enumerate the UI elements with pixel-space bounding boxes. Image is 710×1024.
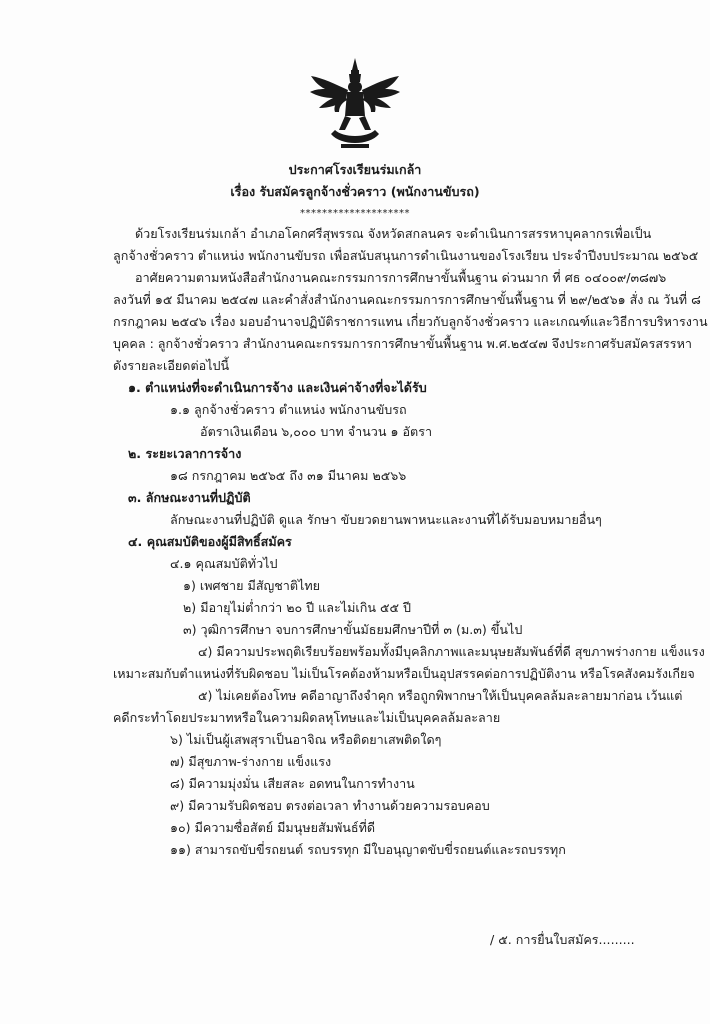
list-item: ๑๑) สามารถขับขี่รถยนต์ รถบรรทุก มีใบอนุญาตขับขี่รถยนต์และรถบรรทุก <box>170 842 566 857</box>
garuda-emblem-icon <box>305 56 405 156</box>
announcement-subject: เรื่อง รับสมัครลูกจ้างชั่วคราว (พนักงานขับรถ) <box>230 184 480 199</box>
announcement-title: ประกาศโรงเรียนร่มเกล้า <box>288 162 422 177</box>
intro-line: บุคคล : ลูกจ้างชั่วคราว สำนักงานคณะกรรมการการศึกษาขั้นพื้นฐาน พ.ศ.๒๕๔๗ จึงประกาศรับสมัครสรรหา <box>113 336 692 351</box>
subsection-heading: ๔.๑ คุณสมบัติทั่วไป <box>170 556 278 571</box>
list-item: ๕) ไม่เคยต้องโทษ คดีอาญาถึงจำคุก หรือถูกพิพากษาให้เป็นบุคคลล้มละลายมาก่อน เว้นแต่ <box>198 688 683 703</box>
section-item: ลักษณะงานที่ปฏิบัติ ดูแล รักษา ขับยวดยานพาหนะและงานที่ได้รับมอบหมายอื่นๆ <box>170 512 602 527</box>
intro-line: ลูกจ้างชั่วคราว ตำแหน่ง พนักงานขับรถ เพื่อสนับสนุนการดำเนินงานของโรงเรียน ประจำปีงบประมาณ ๒๕๖๕ <box>113 248 699 263</box>
list-item: คดีกระทำโดยประมาทหรือในความผิดลหุโทษและไม่เป็นบุคคลล้มละลาย <box>113 710 501 725</box>
section-heading: ๓. ลักษณะงานที่ปฏิบัติ <box>128 490 251 505</box>
list-item: ๖) ไม่เป็นผู้เสพสุราเป็นอาจิณ หรือติดยาเสพติดใดๆ <box>170 732 442 747</box>
intro-line: กรกฎาคม ๒๕๔๖ เรื่อง มอบอำนาจปฏิบัติราชการแทน เกี่ยวกับลูกจ้างชั่วคราว และเกณฑ์และวิธีการบริหารงาน <box>113 314 708 329</box>
list-item: ๘) มีความมุ่งมั่น เสียสละ อดทนในการทำงาน <box>170 776 415 791</box>
list-item: ๓) วุฒิการศึกษา จบการศึกษาขั้นมัธยมศึกษาปีที่ ๓ (ม.๓) ขึ้นไป <box>183 622 523 637</box>
list-item: ๙) มีความรับผิดชอบ ตรงต่อเวลา ทำงานด้วยความรอบคอบ <box>170 798 490 813</box>
intro-line: ลงวันที่ ๑๕ มีนาคม ๒๕๔๗ และคำสั่งสำนักงานคณะกรรมการการศึกษาขั้นพื้นฐาน ที่ ๒๙/๒๕๖๑ สั่ง ณ วันที่ ๘ <box>113 292 701 307</box>
list-item: ๒) มีอายุไม่ต่ำกว่า ๒๐ ปี และไม่เกิน ๕๕ ปี <box>183 600 412 615</box>
intro-line: ด้วยโรงเรียนร่มเกล้า อำเภอโคกศรีสุพรรณ จังหวัดสกลนคร จะดำเนินการสรรหาบุคลากรเพื่อเป็น <box>135 226 652 241</box>
section-item: ๑.๑ ลูกจ้างชั่วคราว ตำแหน่ง พนักงานขับรถ <box>170 402 407 417</box>
list-item: ๑) เพศชาย มีสัญชาติไทย <box>183 578 321 593</box>
separator-line: ******************** <box>300 208 410 219</box>
section-heading: ๔. คุณสมบัติของผู้มีสิทธิ์สมัคร <box>128 534 292 549</box>
section-heading: ๒. ระยะเวลาการจ้าง <box>128 446 242 461</box>
intro-line: ดังรายละเอียดต่อไปนี้ <box>113 358 230 373</box>
next-page-note: / ๕. การยื่นใบสมัคร......... <box>490 932 635 947</box>
list-item: ๑๐) มีความซื่อสัตย์ มีมนุษยสัมพันธ์ที่ดี <box>170 820 376 835</box>
list-item: ๔) มีความประพฤติเรียบร้อยพร้อมทั้งมีบุคลิกภาพและมนุษยสัมพันธ์ที่ดี สุขภาพร่างกาย แข็งแรง <box>198 644 705 659</box>
section-item: อัตราเงินเดือน ๖,๐๐๐ บาท จำนวน ๑ อัตรา <box>200 424 433 439</box>
intro-line: อาศัยความตามหนังสือสำนักงานคณะกรรมการการศึกษาขั้นพื้นฐาน ด่วนมาก ที่ ศธ ๐๔๐๐๙/๓๘๗๖ <box>135 270 667 285</box>
list-item: ๗) มีสุขภาพ-ร่างกาย แข็งแรง <box>170 754 332 769</box>
list-item: เหมาะสมกับตำแหน่งที่รับผิดชอบ ไม่เป็นโรคต้องห้ามหรือเป็นอุปสรรคต่อการปฏิบัติงาน หรือโรคสังคมรังเกียจ <box>113 666 695 681</box>
section-heading: ๑. ตำแหน่งที่จะดำเนินการจ้าง และเงินค่าจ้างที่จะได้รับ <box>128 380 427 395</box>
section-item: ๑๘ กรกฎาคม ๒๕๖๕ ถึง ๓๑ มีนาคม ๒๕๖๖ <box>170 468 407 483</box>
